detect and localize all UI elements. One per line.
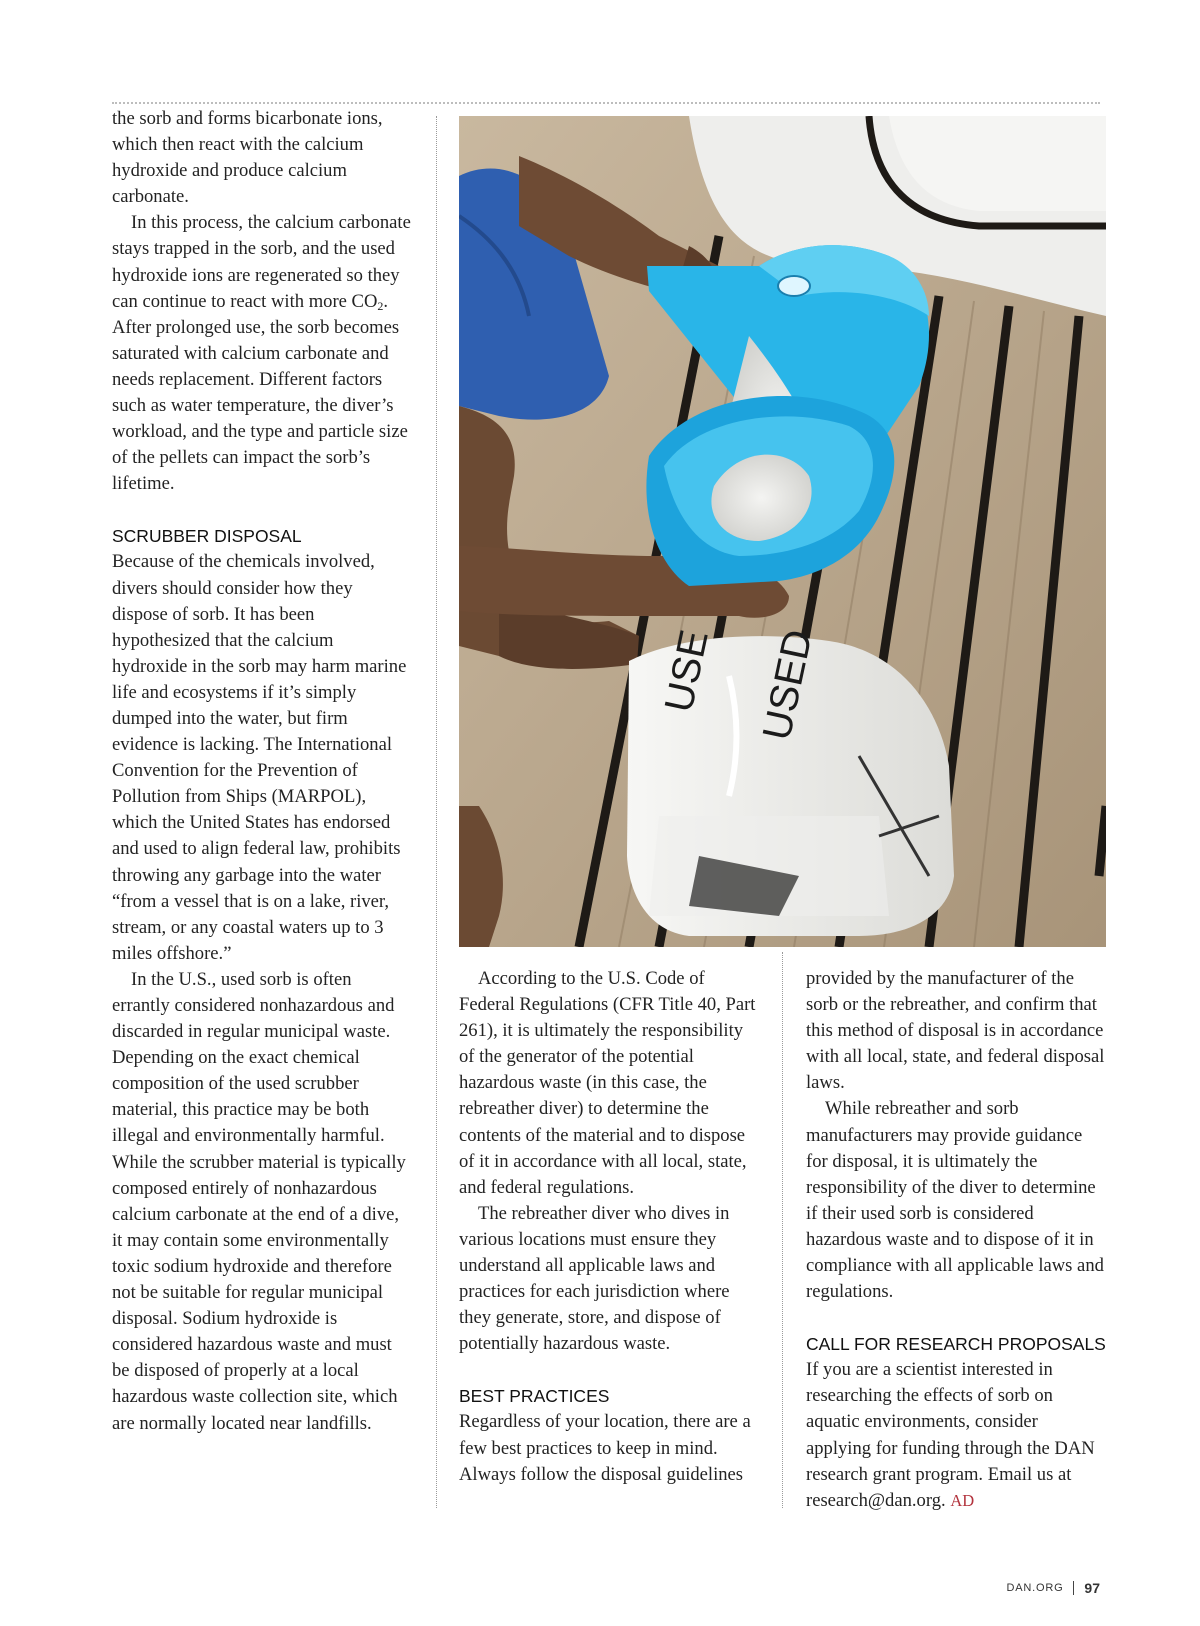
subscript: 2: [377, 298, 384, 313]
paragraph: While rebreather and sorb manufacturers may provide guidance for disposal, it is ultimately the responsibility of the diver to determine if their used sorb is considered hazardous waste and to dispose of it in compliance with all applicable laws and regulations.: [806, 1098, 1104, 1303]
end-mark: AD: [950, 1490, 975, 1510]
section-heading: SCRUBBER DISPOSAL: [112, 526, 302, 547]
page-number: 97: [1084, 1580, 1100, 1596]
paragraph: Regardless of your location, there are a few best practices to keep in mind. Always follow the disposal guidelines: [459, 1411, 751, 1485]
footer-site: DAN.ORG: [1006, 1582, 1064, 1594]
photo-illustration: [459, 116, 1106, 947]
container-label: USE: [656, 626, 717, 716]
footer-separator: [1073, 1581, 1074, 1595]
photo-sorb-disposal: [459, 116, 1106, 947]
text-column-1: [112, 106, 412, 1437]
text-column-2: [459, 966, 759, 1488]
text-column-3: [806, 966, 1106, 1514]
paragraph: According to the U.S. Code of Federal Regulations (CFR Title 40, Part 261), it is ultimately the responsibility of the generator of the potential hazardous waste (in this case, the rebreather diver) to determine the contents of the material and to dispose of it in accordance with all local, state, and federal regulations.: [459, 968, 756, 1198]
paragraph-text: . After prolonged use, the sorb becomes saturated with calcium carbonate and needs replacement. Different factors such as water temperature, the diver’s workload, and the type and particle size of the pellets can impact the sorb’s lifetime.: [112, 290, 408, 495]
paragraph: Because of the chemicals involved, divers should consider how they dispose of sorb. It has been hypothesized that the calcium hydroxide in the sorb may harm marine life and ecosystems if it’s simply dumped into the water, but firm evidence is lacking. The International Convention for the Prevention of Pollution from Ships (MARPOL), which the United States has endorsed and used to align federal law, prohibits throwing any garbage into the water “from a vessel that is on a lake, river, stream, or any coastal waters up to 3 miles offshore.”: [112, 551, 407, 964]
paragraph: [806, 1357, 1106, 1514]
section-heading: BEST PRACTICES: [459, 1386, 610, 1407]
column-divider: [782, 952, 783, 1508]
paragraph: provided by the manufacturer of the sorb or the rebreather, and confirm that this method of disposal is in accordance with all local, state, and federal disposal laws.: [806, 968, 1105, 1094]
paragraph: In the U.S., used sorb is often errantly considered nonhazardous and discarded in regular municipal waste. Depending on the exact chemical composition of the used scrubber material, this practice may be both illegal and environmentally harmful. While the scrubber material is typically composed entirely of nonhazardous calcium carbonate at the end of a dive, it may contain some environmentally toxic sodium hydroxide and therefore not be suitable for regular municipal disposal. Sodium hydroxide is considered hazardous waste and must be disposed of properly at a local hazardous waste collection site, which are normally located near landfills.: [112, 968, 406, 1434]
paragraph: [112, 210, 412, 497]
container-label: USED: [754, 626, 821, 744]
column-divider: [436, 116, 437, 1508]
paragraph-text: If you are a scientist interested in researching the effects of sorb on aquatic environments, consider applying for funding through the DAN research grant program. Email us at research@dan.org.: [806, 1359, 1095, 1511]
top-dotted-rule: [112, 102, 1100, 104]
paragraph-text: In this process, the calcium carbonate stays trapped in the sorb, and the used hydroxide ions are regenerated so they can continue to react with more CO: [112, 212, 411, 312]
section-heading: CALL FOR RESEARCH PROPOSALS: [806, 1334, 1106, 1355]
paragraph: the sorb and forms bicarbonate ions, which then react with the calcium hydroxide and produce calcium carbonate.: [112, 108, 383, 208]
paragraph: The rebreather diver who dives in various locations must ensure they understand all applicable laws and practices for each jurisdiction where they generate, store, and dispose of potentially hazardous waste.: [459, 1202, 730, 1355]
page-footer: [1006, 1580, 1100, 1596]
